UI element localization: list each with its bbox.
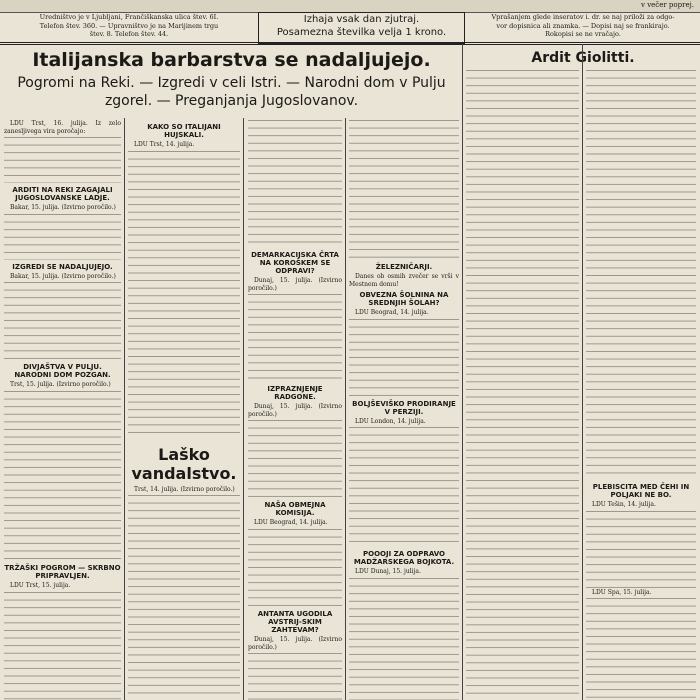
article-dateline: LDU Tešin, 14. julija. <box>592 501 656 508</box>
article-body <box>248 529 342 607</box>
column-6 <box>586 70 696 700</box>
article-body <box>128 151 240 439</box>
article-heading-vandalism: Laško vandalstvo. <box>131 444 237 483</box>
article-dateline: LDU Spa, 15. julija. <box>592 588 652 596</box>
article-dateline: Dunaj, 15. julija. (Izvirno poročilo.) <box>248 277 342 292</box>
article-body <box>349 578 459 700</box>
column-divider <box>462 44 463 700</box>
lead-headline <box>4 48 459 118</box>
issue-price: Posamezna številka velja 1 krono. <box>276 27 447 38</box>
article-body <box>586 511 696 589</box>
article-heading: BOLJŠEVIŠKO PRODIRANJE V PERZIJI. <box>352 399 456 416</box>
article-body <box>4 592 121 700</box>
article-body <box>586 598 696 700</box>
publication-info-box <box>258 12 465 44</box>
header-rule <box>0 42 700 43</box>
article-heading: ANTANTA UGODILA AVSTRIJ-SKIM ZAHTEVAM? <box>257 609 333 634</box>
inserts-info-line: vor dopisnica ali znamka. — Dopisi naj se frankirajo. <box>496 21 670 30</box>
article-body <box>349 319 459 397</box>
article-dateline: LDU Beograd, 14. julija. <box>355 309 429 317</box>
article-dateline: LDU Beograd, 14. julija. <box>254 519 328 527</box>
article-body <box>248 653 342 700</box>
inserts-info-box <box>470 13 696 41</box>
column-3 <box>248 120 342 700</box>
article-dateline: LDU Trst, 15. julija. <box>10 581 71 589</box>
article-dateline: Trst, 15. julija. (Izvirno poročilo.) <box>10 381 111 389</box>
article-dateline: Dunaj, 15. julija. (Izvirno poročilo.) <box>248 635 342 651</box>
article-body <box>349 120 459 260</box>
article-dateline: Bakar, 15. julija. (Izvirno poročilo.) <box>10 204 116 212</box>
lead-title: Italijanska barbarstva se nadaljujejo. <box>32 49 431 71</box>
header-rule <box>0 44 700 45</box>
editorial-info-box <box>4 13 254 41</box>
column-4 <box>349 120 459 700</box>
column-divider <box>582 44 583 700</box>
article-heading: NAŠA OBMEJNA KOMISIJA. <box>264 501 326 518</box>
article-dateline: Bakar, 15. julija. (Izvirno poročilo.) <box>10 272 116 280</box>
article-heading: KAKO SO ITALIJANI HUJSKALI. <box>147 123 221 139</box>
article-heading: POOOJI ZA ODPRAVO MADŽARSKEGA BOJKOTA. <box>353 550 455 567</box>
article-heading: ARDITI NA REKI ZAGAJALI JUGOSLOVANSKE LADJE. <box>12 186 113 203</box>
editorial-info-line: štev. 8. Telefon štev. 44. <box>89 30 169 38</box>
article-body <box>4 214 121 260</box>
column-5 <box>466 70 579 700</box>
article-body <box>4 282 121 360</box>
article-heading: DIVJAŠTVA V PULJU. NARODNI DOM POZGAN. <box>14 363 111 380</box>
column-divider <box>124 118 125 700</box>
article-dateline: LDU Trst, 14. julija. <box>134 141 195 148</box>
article-body <box>4 391 121 561</box>
masthead-corner-text: v večer poprej. <box>641 1 694 9</box>
article-body <box>248 120 342 248</box>
article-body <box>128 495 240 700</box>
article-dateline: Trst, 14. julija. (Izvirno poročilo.) <box>134 485 235 493</box>
article-heading: IZGREDI SE NADALJUJEJO. <box>12 262 113 271</box>
article-body-giolitti <box>466 70 579 700</box>
article-body <box>349 427 459 547</box>
article-heading: DEMARKACIJSKA ČRTA NA KOROŠKEM SE ODPRAVI? <box>251 251 339 275</box>
editorial-info-line: Telefon štev. 360. — Upravništvo je na Marijinem trgu <box>39 21 219 30</box>
article-dateline: LDU Dunaj, 15. julija. <box>355 568 421 576</box>
column-1 <box>4 120 121 700</box>
column-divider <box>345 118 346 700</box>
article-heading: PLEBISCITA MED ČEHI IN POLJAKI NE BO. <box>592 483 690 499</box>
publication-frequency: Izhaja vsak dan zjutraj. <box>303 14 420 25</box>
article-heading: IZPRAZNJENJE RADGONE. <box>267 385 323 402</box>
column-divider <box>243 118 244 700</box>
article-dateline: LDU London, 14. julija. <box>355 417 426 425</box>
column-2 <box>128 120 240 700</box>
giolitti-title: Ardit Giolitti. <box>531 50 635 66</box>
article-body-giolitti <box>586 70 696 480</box>
article-text: Danes ob osmih zvečer se vrši v Mestnem domu! <box>349 273 459 288</box>
article-body <box>248 420 342 498</box>
inserts-info-line: Rokopisi se ne vračajo. <box>545 30 621 38</box>
lead-subtitle: Pogromi na Reki. — Izgredi v celi Istri. — Narodni dom v Pulju zgorel. — Preganjanja Jugoslovanov. <box>17 75 446 109</box>
article-dateline: Dunaj, 15. julija. (Izvirno poročilo.) <box>248 403 342 418</box>
article-body <box>248 294 342 382</box>
article-body <box>4 137 121 183</box>
article-dateline: LDU Trst, 16. julija. Iz zelo zanesljivega vira poročajo: <box>4 120 121 135</box>
article-heading: OBVEZNA ŠOLNINA NA SREDNJIH ŠOLAH? <box>359 291 449 308</box>
editorial-info-line: Uredništvo je v Ljubljani, Frančiškanska ulica štev. 6I. <box>39 13 219 21</box>
article-heading: TRŽAŠKI POGROM — SKRBNO PRIPRAVLJEN. <box>4 563 121 580</box>
inserts-info-line: Vprašanjem glede inseratov i. dr. se naj priloži za odgo- <box>491 13 675 21</box>
article-heading: ŽELEZNIČARJI. <box>375 263 433 271</box>
